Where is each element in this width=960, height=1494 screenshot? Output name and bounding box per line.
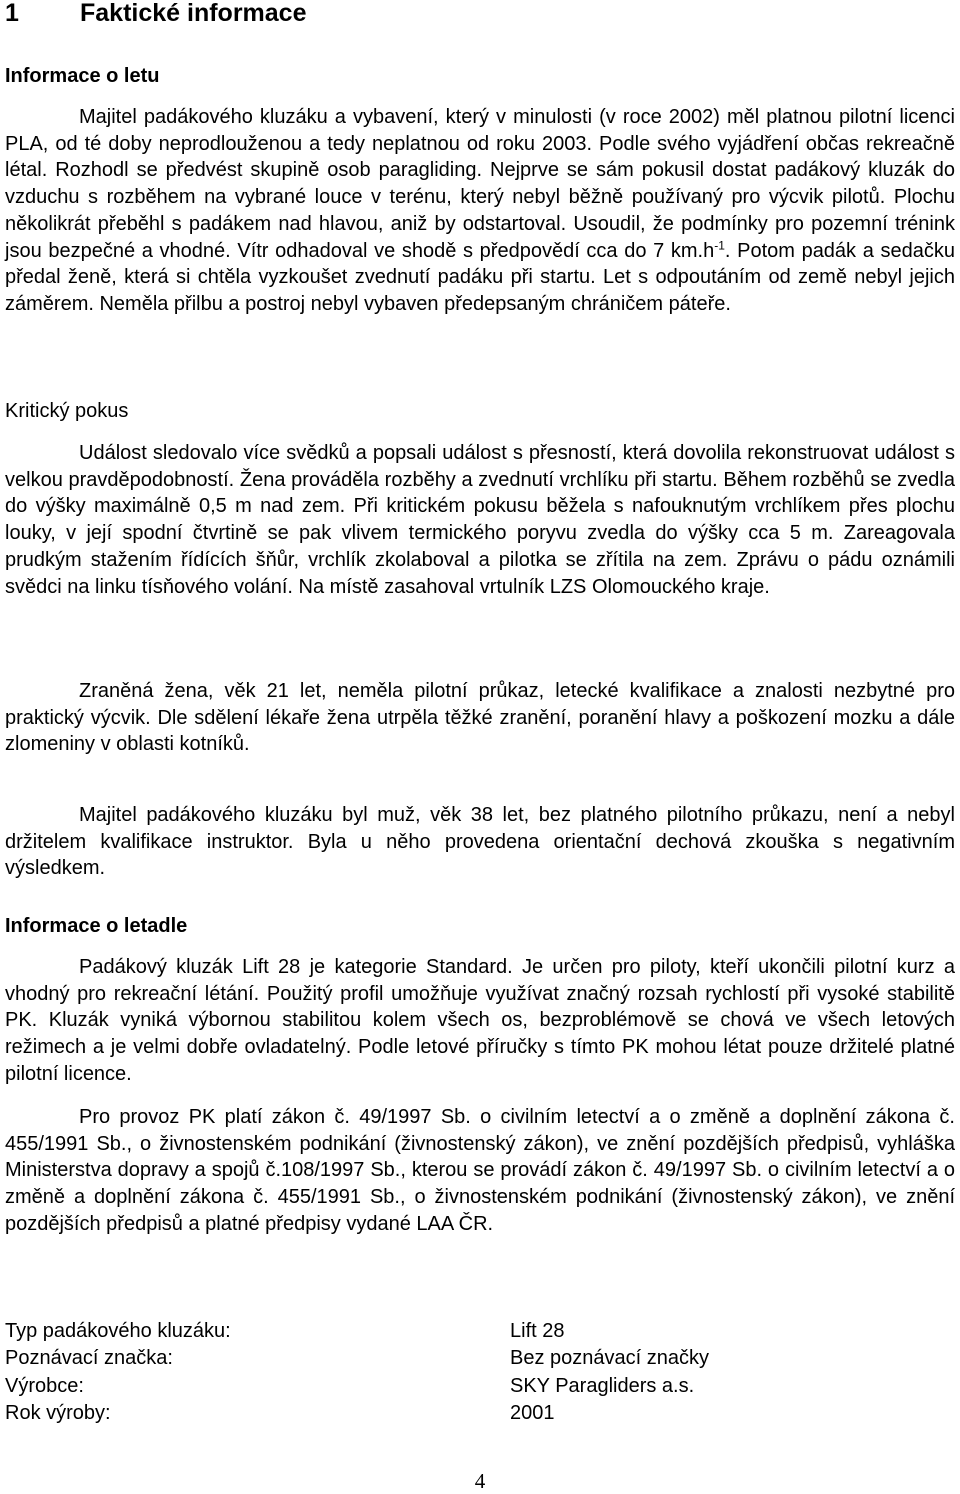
aircraft-spec-table [5,1318,955,1427]
aircraft-info-paragraph-1: Padákový kluzák Lift 28 je kategorie Standard. Je určen pro piloty, kteří ukončili pilotní kurz a vhodný pro rekreační létání. Použitý profil umožňuje využívat značný rozsah rychlostí při vysoké stabilitě PK. Kluzák vyniká výbornou stabilitou kolem všech os, bezproblémově se chová ve všech letových režimech a je velmi dobře ovladatelný. Podle letové příručky s tímto PK mohou létat pouze držitelé platné pilotní licence. [5,956,955,1085]
flight-info-paragraph-1: Majitel padákového kluzáku a vybavení, který v minulosti (v roce 2002) měl platnou pilotní licenci PLA, od té doby neprodlouženou a tedy neplatnou od roku 2003. Podle svého vyjádření občas rekreačně létal. Rozhodl se předvést skupině osob paragliding. Nejprve se sám pokusil dostat padákový kluzák do vzduchu s rozběhem na vybrané louce v terénu, který nebyl běžně používaný pro výcvik pilotů. Plochu několikrát přeběhl s padákem nad hlavou, aniž by odstartoval. Usoudil, že podmínky pro pozemní trénink jsou bezpečné a vhodné. Vítr odhadoval ve shodě s předpovědí cca do 7 $km.h^{-1}$. Potom padák a sedačku předal ženě, která si chtěla vyzkoušet zvednutí padáku při startu. Let s odpoutáním od země nebyl jejich záměrem. Neměla přilbu a postroj nebyl vybaven předepsaným chráničem páteře. [5,106,955,315]
page-number: 4 [474,1469,486,1493]
section-title: Faktické informace [80,0,307,27]
spec-value: Lift 28 [510,1320,565,1342]
flight-info-paragraph-2: Událost sledovalo více svědků a popsali událost s přesností, která dovolila rekonstruovat událost s velkou pravděpodobností. Žena prováděla rozběhy a zvednutí vrchlíku při startu. Během rozběhů se zvedla do výšky maximálně 0,5 m nad zem. Při kritickém pokusu běžela s nafouknutým vrchlíkem přes plochu louky, v její spodní čtvrtině se pak vlivem termického poryvu zvedla do výšky cca 5 m. Zareagovala prudkým stažením řídících šňůr, vrchlík zkolaboval a pilotka se zřítila na zem. Zprávu o pádu oznámili svědci na linku tísňového volání. Na místě zasahoval vrtulník LZS Olomouckého kraje. [5,442,955,598]
spec-row-manufacturer [5,1373,955,1400]
section-number: 1 [5,0,19,27]
aircraft-info-paragraph-2: Pro provoz PK platí zákon č. 49/1997 Sb. o civilním letectví a o změně a doplnění zákona č. 455/1991 Sb., o živnostenském podnikání (živnostenský zákon), ve znění pozdějších předpisů, vyhláška Ministerstva dopravy a spojů č.108/1997 Sb., kterou se provádí zákon č. 49/1997 Sb. o civilním letectví a o změně a doplnění zákona č. 455/1991 Sb., o živnostenském podnikání (živnostenský zákon), ve znění pozdějších předpisů a platné předpisy vydané LAA ČR. [5,1106,955,1235]
flight-info-title: Informace o letu [5,65,160,87]
spec-key: Typ padákového kluzáku: [5,1320,231,1342]
spec-row-year [5,1400,955,1427]
flight-info-paragraph-3: Zraněná žena, věk 21 let, neměla pilotní průkaz, letecké kvalifikace a znalosti nezbytné pro praktický výcvik. Dle sdělení lékaře žena utrpěla těžké zranění, poranění hlavy a poškození mozku a dále zlomeniny v oblasti kotníků. [5,680,955,756]
aircraft-info-title: Informace o letadle [5,915,188,937]
spec-row-registration [5,1345,955,1372]
spec-value: SKY Paragliders a.s. [510,1374,695,1397]
spec-row-type [5,1318,955,1345]
section-heading [5,0,307,30]
spec-value: Bez poznávací značky [510,1347,709,1370]
flight-info-paragraph-4: Majitel padákového kluzáku byl muž, věk 38 let, bez platného pilotního průkazu, není a nebyl držitelem kvalifikace instruktor. Byla u něho provedena orientační dechová zkouška s negativním výsledkem. [5,804,955,880]
critical-attempt-title: Kritický pokus [5,400,129,422]
spec-key: Rok výroby: [5,1401,111,1424]
spec-key: Výrobce: [5,1374,84,1397]
spec-key: Poznávací značka: [5,1347,173,1370]
spec-value: 2001 [510,1401,555,1424]
